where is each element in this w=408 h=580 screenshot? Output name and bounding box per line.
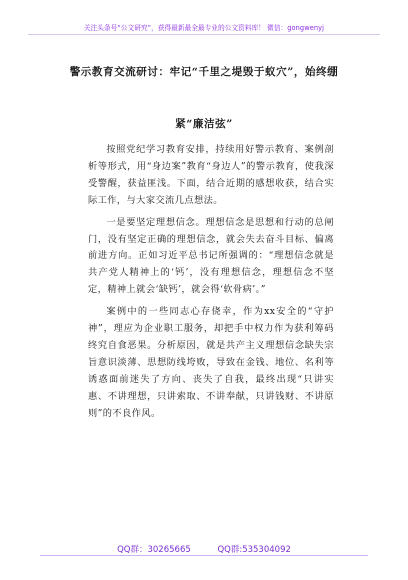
promo-header: 关注头条号“公文研究”，获得最新最全最专业的公文资料库！ 微信：gongwenyj xyxy=(83,24,325,32)
paragraph: 按照党纪学习教育安排，持续用好警示教育、案例剖析等形式，用“身边案”教育“身边人”的警示教育，使我深受警醒，获益匪浅。下面，结合近期的感想收获，结合实际工作，与大家交流几点想法。 xyxy=(88,144,334,206)
paragraph: 案例中的一些同志心存侥幸，作为xx安全的“守护神”，理应为企业职工服务，却把手中权力作为获利筹码终究自食恶果。分析原因，就是共产主义理想信念缺失宗旨意识淡薄、思想防线垮败，导致在金钱、地位、名利等诱惑面前迷失了方向、丧失了自我，最终出现“只讲实惠、不讲理想，只讲索取、不讲奉献，只讲钱财、不讲原则”的不良作风。 xyxy=(88,306,334,419)
paragraph: 一是要坚定理想信念。理想信念是思想和行动的总闸门，没有坚定正确的理想信念，就会失去奋斗目标、偏离前进方向。正如习近平总书记所强调的：“理想信念就是共产党人精神上的‘钙’，没有理想信念，理想信念不坚定，精神上就会‘缺钙’，就会得‘软骨病’。” xyxy=(88,216,334,296)
footer xyxy=(0,543,408,555)
footer-qq-group-2: QQ群:535304092 xyxy=(217,545,291,555)
header-divider xyxy=(28,34,380,35)
document-title-line-2: 紧“廉洁弦” xyxy=(175,118,233,130)
document-body xyxy=(88,142,334,428)
document-title-line-1: 警示教育交流研讨：牢记“千里之堤毁于蚁穴”，始终绷 xyxy=(69,66,339,78)
footer-qq-group-1: QQ群：30265665 xyxy=(117,545,191,555)
footer-divider xyxy=(40,555,368,556)
